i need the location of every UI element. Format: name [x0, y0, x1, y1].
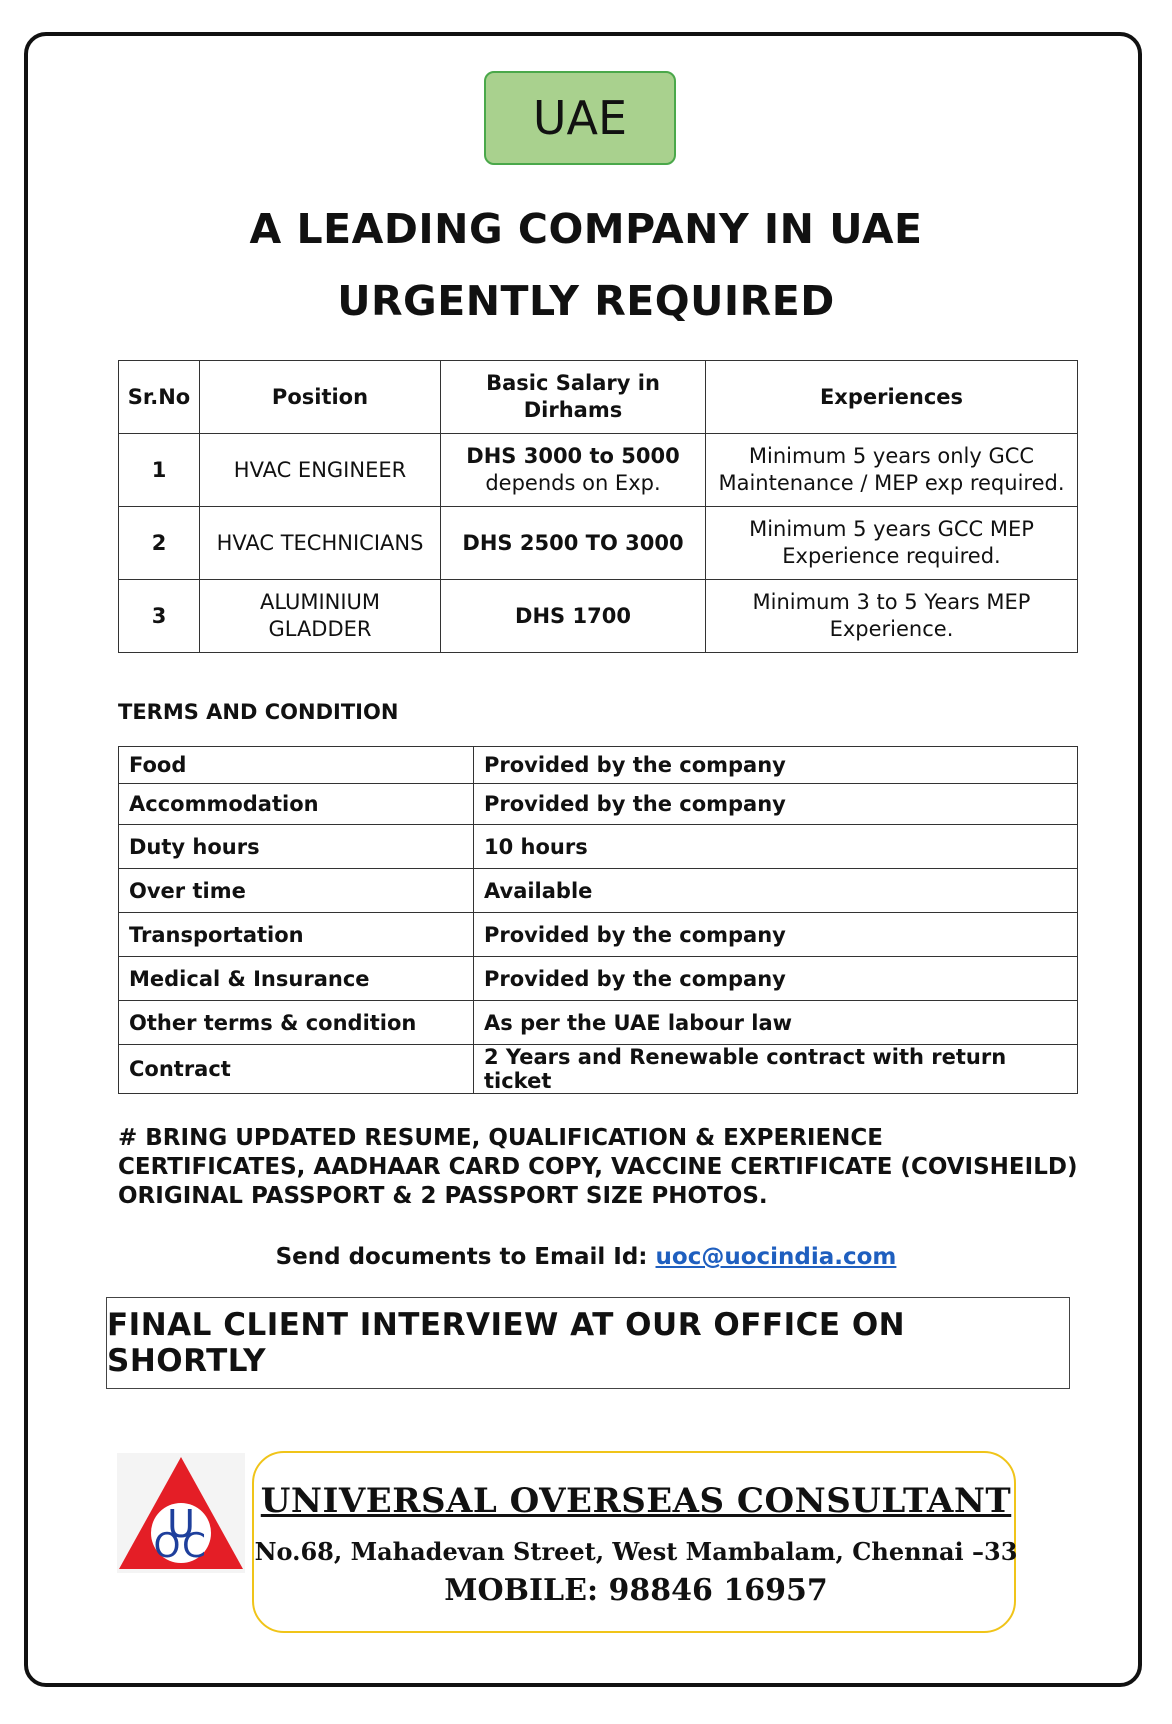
svg-text:O: O	[153, 1526, 181, 1566]
job-experience: Minimum 3 to 5 Years MEP Experience.	[706, 580, 1078, 653]
table-row	[119, 580, 1078, 653]
company-card	[252, 1451, 1016, 1633]
email-link[interactable]: uoc@uocindia.com	[655, 1244, 897, 1270]
job-salary-note: depends on Exp.	[485, 471, 661, 495]
term-value: Provided by the company	[474, 784, 1078, 825]
jobs-header-row	[119, 361, 1078, 434]
documents-notice: # BRING UPDATED RESUME, QUALIFICATION & EXPERIENCE CERTIFICATES, AADHAAR CARD COPY, VACCINE CERTIFICATE (COVISHEILD) ORIGINAL PASSPORT & 2 PASSPORT SIZE PHOTOS.	[118, 1125, 1078, 1209]
company-address: No.68, Mahadevan Street, West Mambalam, Chennai –33	[254, 1537, 1018, 1566]
term-key: Duty hours	[119, 825, 474, 869]
job-salary	[441, 434, 706, 507]
table-row	[119, 784, 1078, 825]
term-key: Medical & Insurance	[119, 957, 474, 1001]
table-row	[119, 507, 1078, 580]
company-mobile: MOBILE: 98846 16957	[444, 1573, 828, 1608]
svg-text:U: U	[167, 1502, 195, 1546]
terms-table	[118, 746, 1078, 1094]
interview-notice: FINAL CLIENT INTERVIEW AT OUR OFFICE ON SHORTLY	[106, 1297, 1070, 1389]
table-row	[119, 747, 1078, 784]
job-salary: DHS 1700	[441, 580, 706, 653]
term-value: Provided by the company	[474, 957, 1078, 1001]
job-position: ALUMINIUM GLADDER	[200, 580, 441, 653]
header-salary: Basic Salary in Dirhams	[441, 361, 706, 434]
term-key: Other terms & condition	[119, 1001, 474, 1045]
job-experience: Minimum 5 years only GCC Maintenance / MEP exp required.	[706, 434, 1078, 507]
job-sr: 1	[119, 434, 200, 507]
term-value: Available	[474, 869, 1078, 913]
job-experience: Minimum 5 years GCC MEP Experience required.	[706, 507, 1078, 580]
job-salary: DHS 2500 TO 3000	[441, 507, 706, 580]
job-position: HVAC TECHNICIANS	[200, 507, 441, 580]
headline-company: A LEADING COMPANY IN UAE	[249, 205, 923, 253]
table-row	[119, 957, 1078, 1001]
term-value: Provided by the company	[474, 913, 1078, 957]
terms-heading: TERMS AND CONDITION	[118, 700, 399, 724]
header-position: Position	[200, 361, 441, 434]
term-value: As per the UAE labour law	[474, 1001, 1078, 1045]
job-position: HVAC ENGINEER	[200, 434, 441, 507]
term-value: 10 hours	[474, 825, 1078, 869]
term-key: Accommodation	[119, 784, 474, 825]
jobs-table	[118, 360, 1078, 653]
header-experience: Experiences	[706, 361, 1078, 434]
term-key: Contract	[119, 1045, 474, 1094]
term-key: Food	[119, 747, 474, 784]
company-name: UNIVERSAL OVERSEAS CONSULTANT	[260, 1481, 1012, 1521]
table-row	[119, 825, 1078, 869]
term-key: Transportation	[119, 913, 474, 957]
table-row	[119, 434, 1078, 507]
email-line	[0, 1244, 1172, 1270]
headline-urgent: URGENTLY REQUIRED	[337, 277, 835, 325]
header-sr-no: Sr.No	[119, 361, 200, 434]
svg-text:C: C	[182, 1526, 206, 1566]
table-row	[119, 913, 1078, 957]
table-row	[119, 869, 1078, 913]
term-key: Over time	[119, 869, 474, 913]
table-row	[119, 1045, 1078, 1094]
uoc-logo-icon	[117, 1453, 245, 1573]
job-sr: 3	[119, 580, 200, 653]
job-sr: 2	[119, 507, 200, 580]
table-row	[119, 1001, 1078, 1045]
email-label: Send documents to Email Id:	[275, 1244, 648, 1270]
term-value: 2 Years and Renewable contract with return ticket	[474, 1045, 1078, 1094]
job-salary-main: DHS 3000 to 5000	[466, 444, 680, 468]
term-value: Provided by the company	[474, 747, 1078, 784]
country-badge: UAE	[484, 71, 676, 165]
